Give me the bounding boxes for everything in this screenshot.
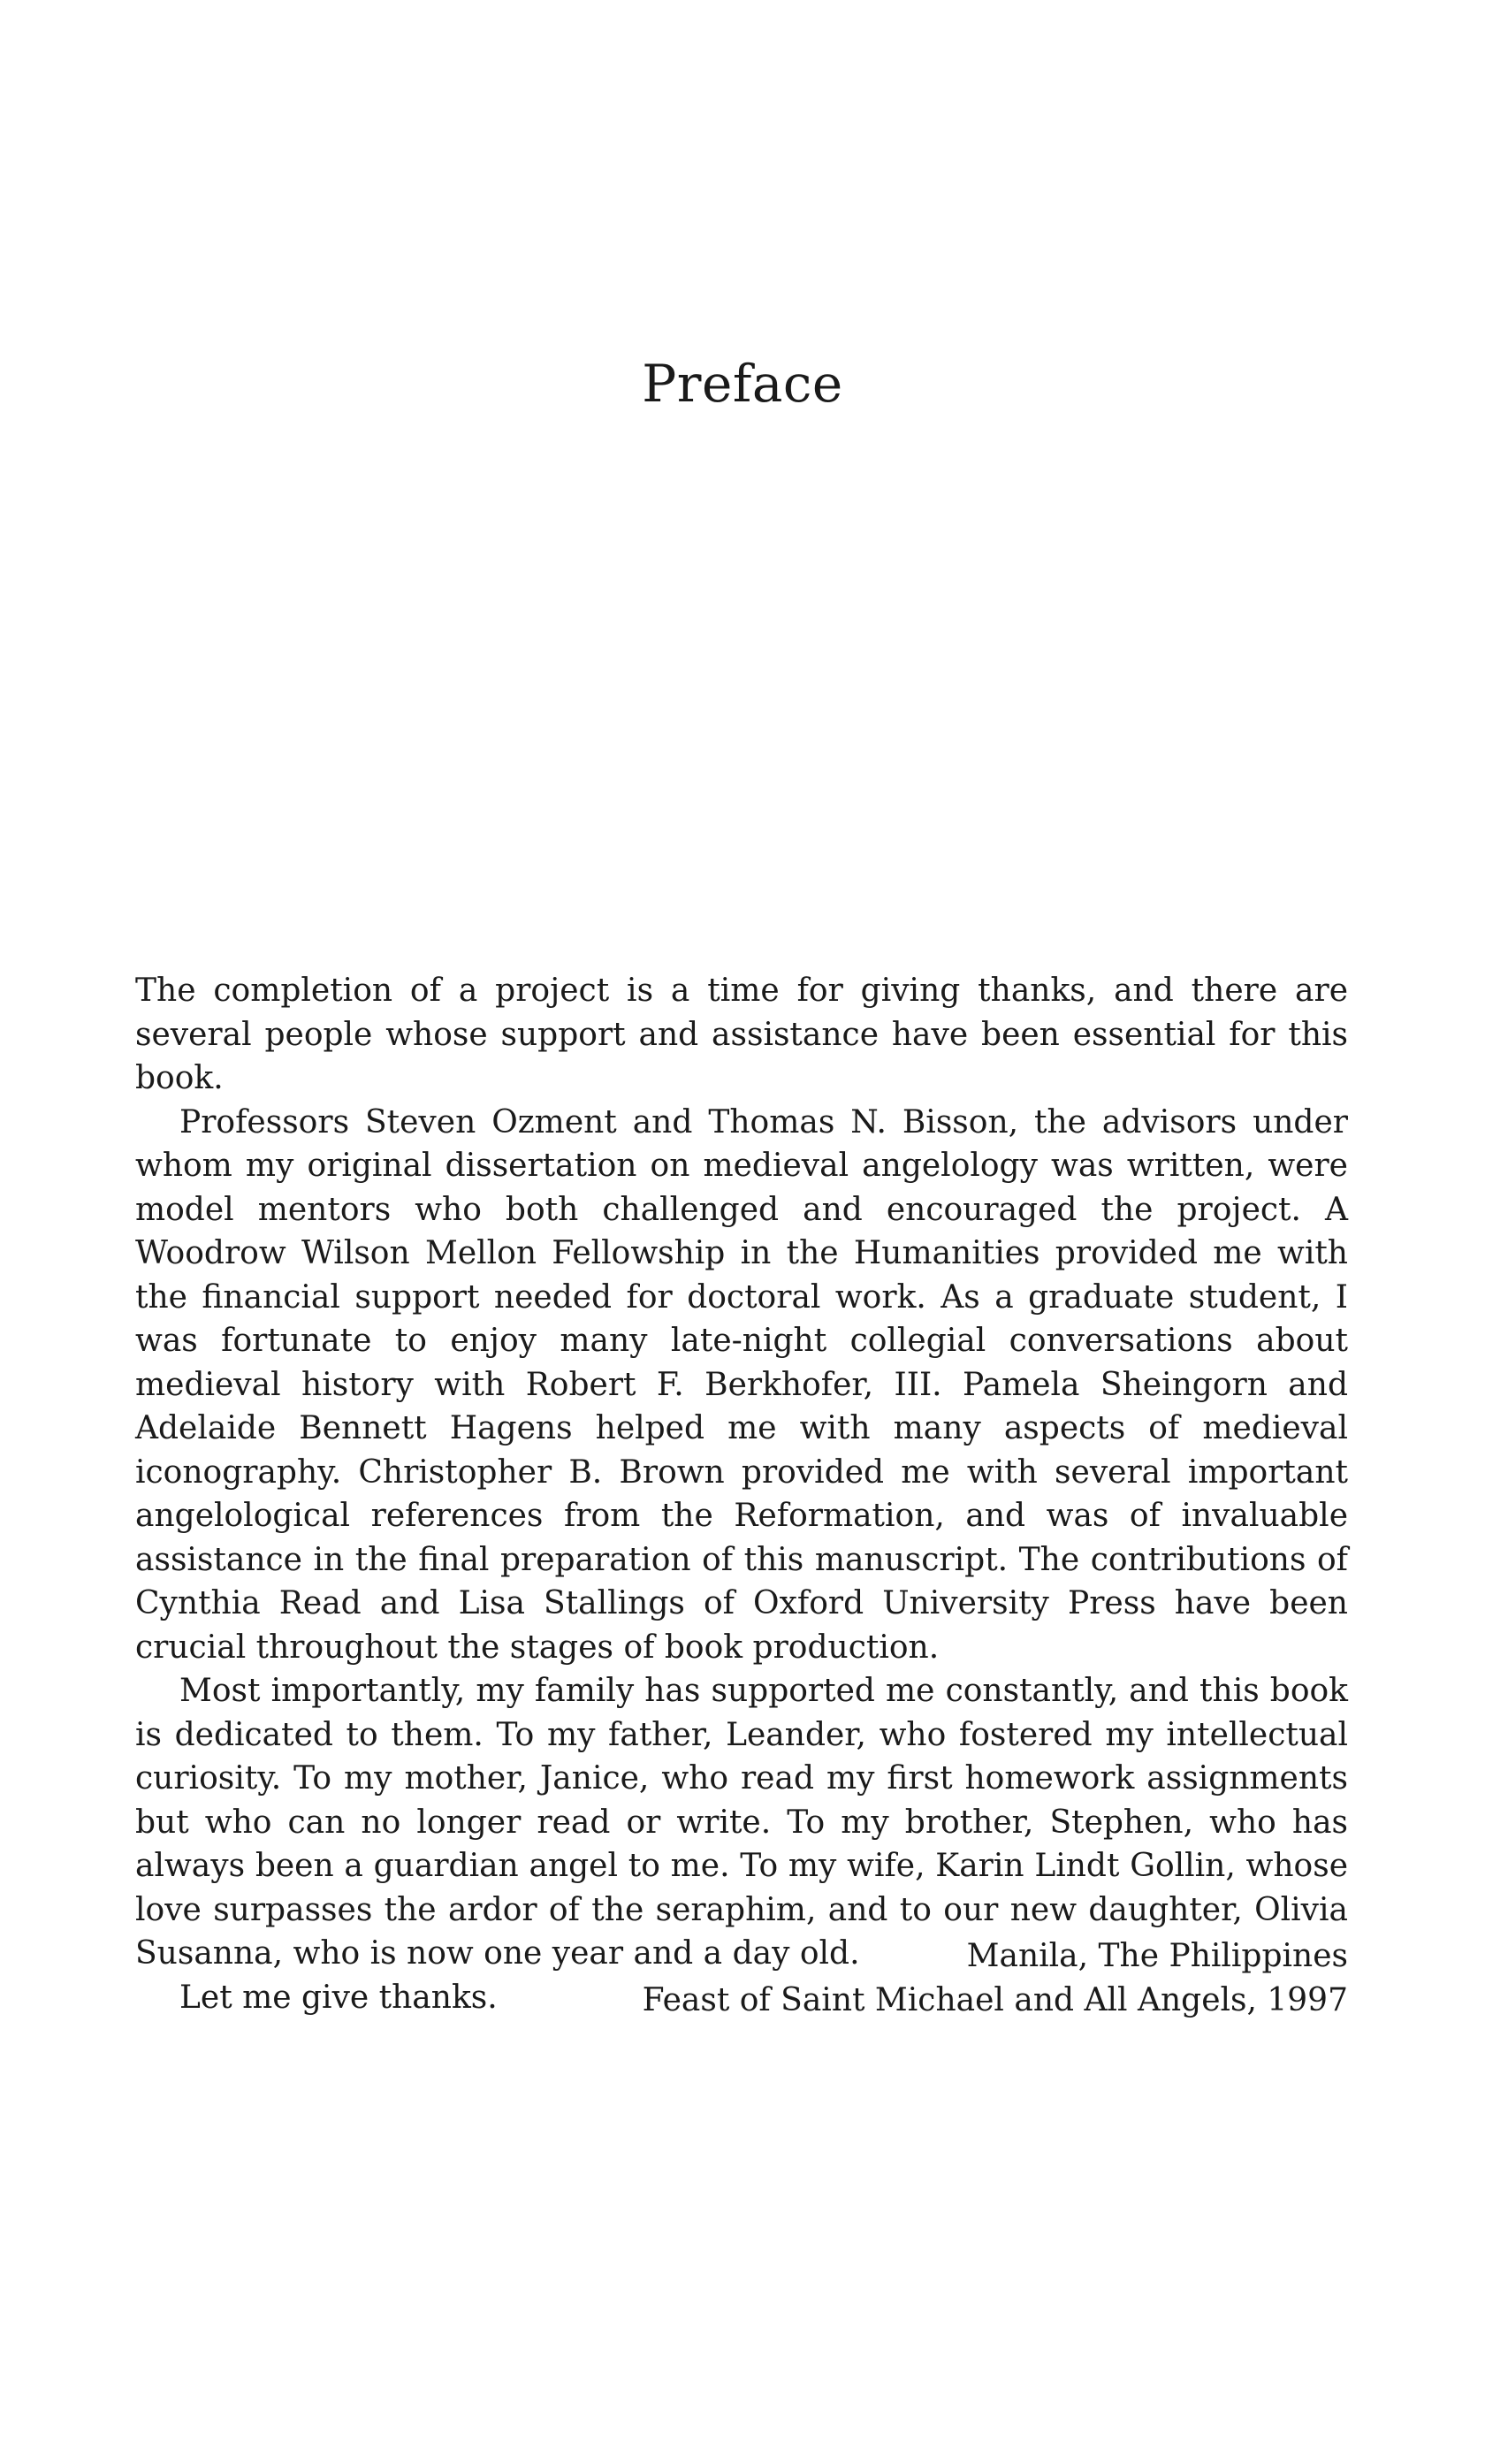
page-title: Preface [642, 354, 843, 414]
signature-place: Manila, The Philippines [966, 1938, 1348, 1974]
paragraph-closing: Let me give thanks. [179, 1979, 498, 2016]
preface-body [135, 969, 1348, 2019]
paragraph-advisors: Professors Steven Ozment and Thomas N. Bisson, the advisors under whom my original dissertation on medieval angelology was written, were model mentors who both challenged and encouraged the project. A Woodrow Wilson Mellon Fellowship in the Humanities provided me with the financial support needed for doctoral work. As a graduate student, I was fortunate to enjoy many late-night collegial conversations about medieval history with Robert F. Berkhofer, III. Pamela Sheingorn and Adelaide Bennett Hagens helped me with many aspects of medieval iconography. Christopher B. Brown provided me with several important angelological references from the Reformation, and was of invaluable assistance in the final preparation of this manuscript. The contributions of Cynthia Read and Lisa Stallings of Oxford University Press have been crucial throughout the stages of book production. [135, 1103, 1348, 1666]
signature-date: Feast of Saint Michael and All Angels, 1997 [642, 1982, 1348, 2018]
paragraph-family: Most importantly, my family has supported me constantly, and this book is dedicated to them. To my father, Leander, who fostered my intellectual curiosity. To my mother, Janice, who read my first homework assignments but who can no longer read or write. To my brother, Stephen, who has always been a guardian angel to me. To my wife, Karin Lindt Gollin, whose love surpasses the ardor of the seraphim, and to our new daughter, Olivia Susanna, who is now one year and a day old. [135, 1673, 1348, 1972]
paragraph-intro: The completion of a project is a time for giving thanks, and there are several people whose support and assistance have been essential for this book. [135, 973, 1348, 1096]
signature-block [643, 1934, 1348, 2023]
